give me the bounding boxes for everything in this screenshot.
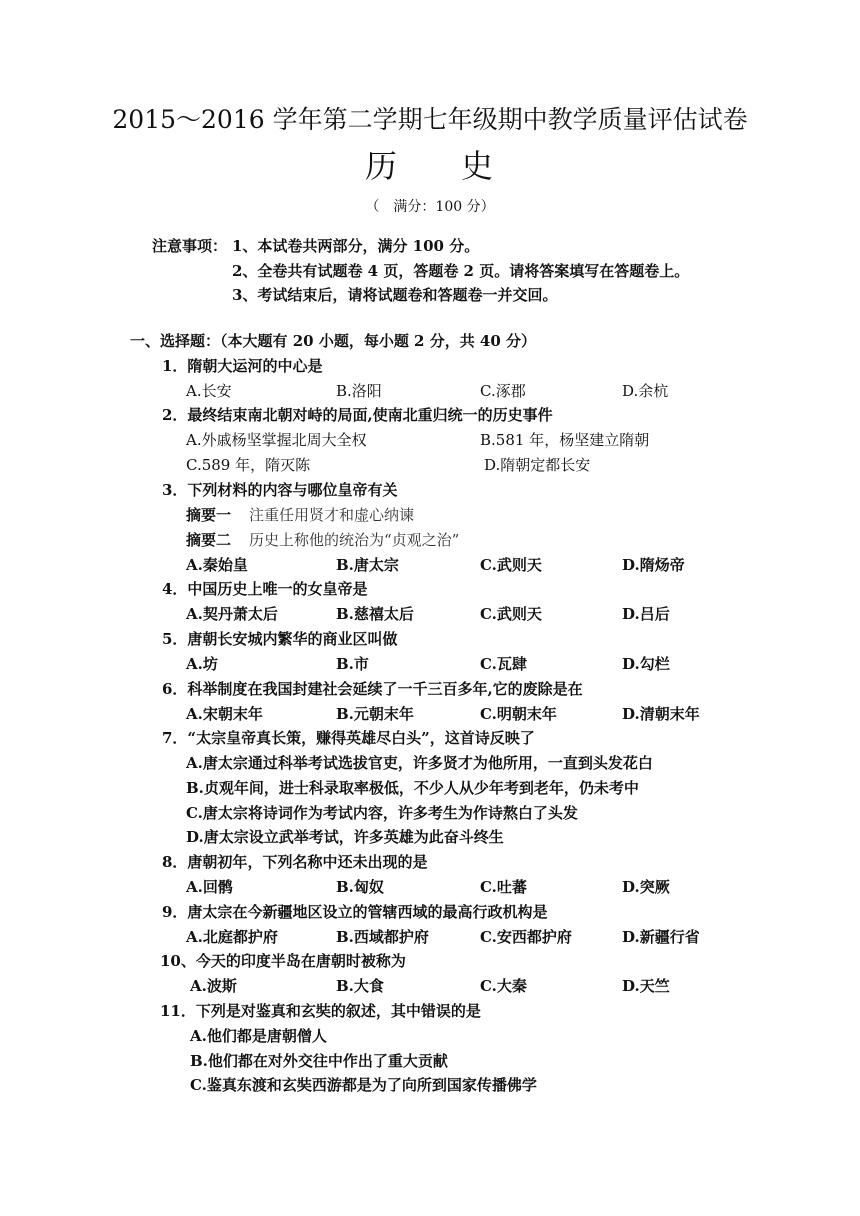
question-stem: 3．下列材料的内容与哪位皇帝有关 xyxy=(162,481,398,499)
question-stem: 6．科举制度在我国封建社会延续了一千三百多年,它的废除是在 xyxy=(162,680,583,698)
note-item: 3、考试结束后，请将试题卷和答题卷一并交回。 xyxy=(232,286,558,304)
option-b: B.匈奴 xyxy=(336,878,384,896)
option-d: D.唐太宗设立武举考试，许多英雄为此奋斗终生 xyxy=(186,828,504,846)
question-stem: 10、今天的印度半岛在唐朝时被称为 xyxy=(160,952,406,970)
excerpt-label: 摘要一 xyxy=(186,506,232,524)
subject-char-1: 历 xyxy=(364,147,399,185)
section-heading: 一、选择题：（本大题有 20 小题，每小题 2 分，共 40 分） xyxy=(130,332,537,350)
option-d: D.隋炀帝 xyxy=(622,556,685,574)
option-a: A.北庭都护府 xyxy=(186,928,278,946)
option-c: C.589 年，隋灭陈 xyxy=(186,456,311,474)
full-score-note: （ 满分：100 分） xyxy=(365,199,495,215)
option-a: A.宋朝末年 xyxy=(186,705,263,723)
question-stem: 1．隋朝大运河的中心是 xyxy=(162,357,323,375)
option-b: B.他们都在对外交往中作出了重大贡献 xyxy=(190,1052,448,1070)
subject-heading xyxy=(0,144,860,188)
option-b: B.581 年，杨坚建立隋朝 xyxy=(480,431,650,449)
note-item: 1、本试卷共两部分，满分 100 分。 xyxy=(232,237,480,255)
option-b: B.西域都护府 xyxy=(336,928,429,946)
exam-title: 2015～2016 学年第二学期七年级期中教学质量评估试卷 xyxy=(112,105,748,134)
excerpt-text: 注重任用贤才和虚心纳谏 xyxy=(249,506,415,524)
option-c: C.唐太宗将诗词作为考试内容，许多考生为作诗熬白了头发 xyxy=(186,804,578,822)
question-stem: 8．唐朝初年，下列名称中还未出现的是 xyxy=(162,853,428,871)
option-c: C.吐蕃 xyxy=(480,878,527,896)
option-d: D.吕后 xyxy=(622,605,670,623)
option-c: C.鉴真东渡和玄奘西游都是为了向所到国家传播佛学 xyxy=(190,1076,537,1094)
option-c: C.大秦 xyxy=(480,977,527,995)
option-b: B.大食 xyxy=(336,977,384,995)
option-a: A.回鹘 xyxy=(186,878,233,896)
option-a: A.波斯 xyxy=(190,977,237,995)
question-stem: 4．中国历史上唯一的女皇帝是 xyxy=(162,580,368,598)
option-b: B.贞观年间，进士科录取率极低，不少人从少年考到老年，仍未考中 xyxy=(186,779,639,797)
option-a: A.契丹萧太后 xyxy=(186,605,278,623)
subject-char-2: 史 xyxy=(461,147,496,185)
option-d: D.新疆行省 xyxy=(622,928,700,946)
option-c: C.瓦肆 xyxy=(480,655,527,673)
option-b: B.洛阳 xyxy=(336,382,382,400)
option-b: B.唐太宗 xyxy=(336,556,399,574)
question-stem: 7．“太宗皇帝真长策，赚得英雄尽白头”，这首诗反映了 xyxy=(162,729,535,747)
option-d: D.勾栏 xyxy=(622,655,670,673)
note-item: 2、全卷共有试题卷 4 页，答题卷 2 页。请将答案填写在答题卷上。 xyxy=(232,262,690,280)
option-c: C.武则天 xyxy=(480,556,542,574)
option-c: C.涿郡 xyxy=(480,382,526,400)
option-c: C.明朝末年 xyxy=(480,705,557,723)
question-stem: 9．唐太宗在今新疆地区设立的管辖西域的最高行政机构是 xyxy=(162,903,548,921)
option-b: B.元朝末年 xyxy=(336,705,414,723)
notes-label: 注意事项： xyxy=(152,237,228,255)
option-d: D.天竺 xyxy=(622,977,670,995)
option-b: B.慈禧太后 xyxy=(336,605,414,623)
excerpt-label: 摘要二 xyxy=(186,531,232,549)
option-a: A.秦始皇 xyxy=(186,556,248,574)
option-a: A.唐太宗通过科举考试选拔官吏，许多贤才为他所用，一直到头发花白 xyxy=(186,754,653,772)
option-d: D.余杭 xyxy=(622,382,669,400)
option-d: D.清朝末年 xyxy=(622,705,700,723)
option-a: A.他们都是唐朝僧人 xyxy=(190,1027,327,1045)
option-c: C.安西都护府 xyxy=(480,928,572,946)
option-d: D.隋朝定都长安 xyxy=(484,456,591,474)
question-stem: 5．唐朝长安城内繁华的商业区叫做 xyxy=(162,630,398,648)
option-a: A.长安 xyxy=(186,382,232,400)
option-d: D.突厥 xyxy=(622,878,670,896)
option-a: A.外戚杨坚掌握北周大全权 xyxy=(186,431,367,449)
option-c: C.武则天 xyxy=(480,605,542,623)
question-stem: 11．下列是对鉴真和玄奘的叙述，其中错误的是 xyxy=(160,1002,481,1020)
option-b: B.市 xyxy=(336,655,369,673)
excerpt-text: 历史上称他的统治为“贞观之治” xyxy=(249,531,460,549)
question-stem: 2．最终结束南北朝对峙的局面,使南北重归统一的历史事件 xyxy=(162,406,553,424)
option-a: A.坊 xyxy=(186,655,218,673)
